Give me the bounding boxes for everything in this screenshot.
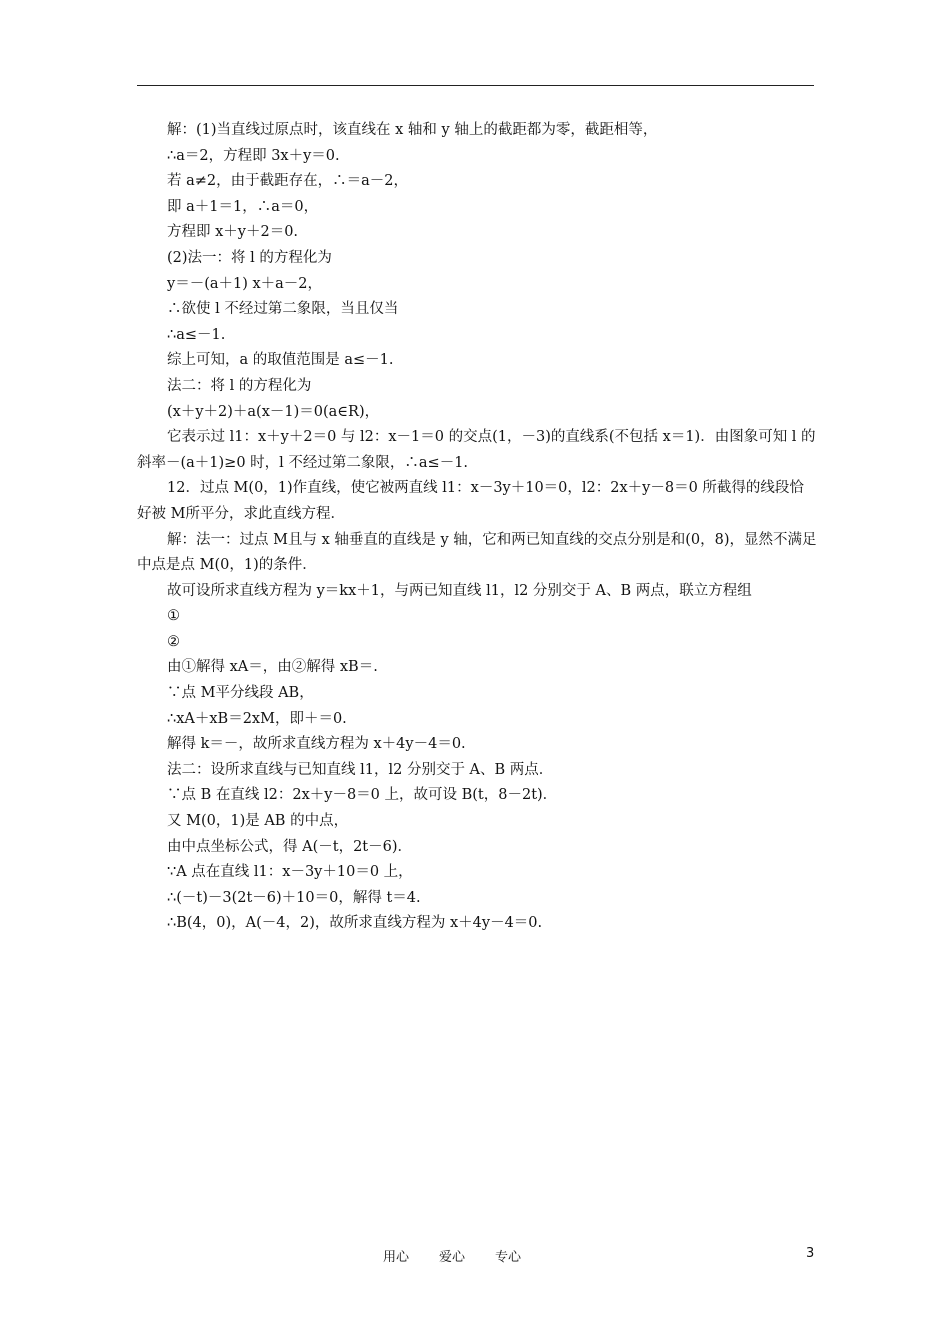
text-line: 又 M(0，1)是 AB 的中点， xyxy=(167,813,349,830)
problem-12: 12．过点 M(0，1)作直线，使它被两直线 l1：x－3y＋10＝0，l2：2x＋y－8＝0 所截得的线段恰好被 M所平分，求此直线方程． xyxy=(137,480,804,522)
text-line: 方程即 x＋y＋2＝0. xyxy=(167,224,299,241)
text-line: ∵点 M平分线段 AB， xyxy=(167,685,314,702)
header-rule xyxy=(137,85,814,86)
text-line: 故可设所求直线方程为 y＝kx＋1，与两已知直线 l1，l2 分别交于 A、B 两点，联立方程组 xyxy=(167,582,752,599)
text-line: 法二：设所求直线与已知直线 l1，l2 分别交于 A、B 两点． xyxy=(167,761,554,778)
text-line: 由①解得 xA＝，由②解得 xB＝. xyxy=(167,659,378,676)
text-line: (2)法一：将 l 的方程化为 xyxy=(167,249,332,266)
text-line: ∴欲使 l 不经过第二象限，当且仅当 xyxy=(167,301,399,318)
text-line: ∴a≤－1. xyxy=(167,326,226,343)
text-line: y＝－(a＋1) x＋a－2， xyxy=(167,275,323,292)
text-line: 由中点坐标公式，得 A(－t，2t－6)． xyxy=(167,838,412,855)
footer-motto-word: 爱心 xyxy=(439,1250,466,1265)
page-number: 3 xyxy=(806,1246,815,1261)
footer-motto xyxy=(383,1246,551,1265)
page-body xyxy=(137,118,817,937)
footer-motto-word: 用心 xyxy=(383,1250,410,1265)
text-line: ∴B(4，0)，A(－4，2)，故所求直线方程为 x＋4y－4＝0. xyxy=(167,915,543,932)
text-line: 解：(1)当直线过原点时，该直线在 x 轴和 y 轴上的截距都为零，截距相等， xyxy=(167,122,658,138)
paragraph: 解：法一：过点 M且与 x 轴垂直的直线是 y 轴，它和两已知直线的交点分别是和(0，8)，显然不满足中点是点 M(0，1)的条件． xyxy=(137,531,817,574)
text-line: ∵A 点在直线 l1：x－3y＋10＝0 上， xyxy=(167,864,413,881)
text-line: 综上可知，a 的取值范围是 a≤－1. xyxy=(167,352,394,369)
text-line: ∴(－t)－3(2t－6)＋10＝0，解得 t＝4. xyxy=(167,889,421,906)
text-line: ① xyxy=(167,608,180,625)
footer-motto-word: 专心 xyxy=(495,1250,522,1265)
paragraph: 它表示过 l1：x＋y＋2＝0 与 l2：x－1＝0 的交点(1，－3)的直线系(不包括 x＝1)．由图象可知 l 的斜率－(a＋1)≥0 时，l 不经过第二象限，∴a≤－1. xyxy=(137,429,816,471)
text-line: ∴xA＋xB＝2xM，即＋＝0. xyxy=(167,710,347,727)
text-line: ∵点 B 在直线 l2：2x＋y－8＝0 上，故可设 B(t，8－2t)． xyxy=(167,787,558,804)
text-line: ∴a＝2，方程即 3x＋y＝0. xyxy=(167,147,340,164)
text-line: 若 a≠2，由于截距存在，∴＝a－2， xyxy=(167,173,408,190)
text-line: (x＋y＋2)＋a(x－1)＝0(a∈R)， xyxy=(167,403,380,420)
text-line: 即 a＋1＝1，∴a＝0， xyxy=(167,198,319,215)
text-line: 法二：将 l 的方程化为 xyxy=(167,377,312,394)
text-line: ② xyxy=(167,633,180,650)
text-line: 解得 k＝－，故所求直线方程为 x＋4y－4＝0. xyxy=(167,736,466,753)
